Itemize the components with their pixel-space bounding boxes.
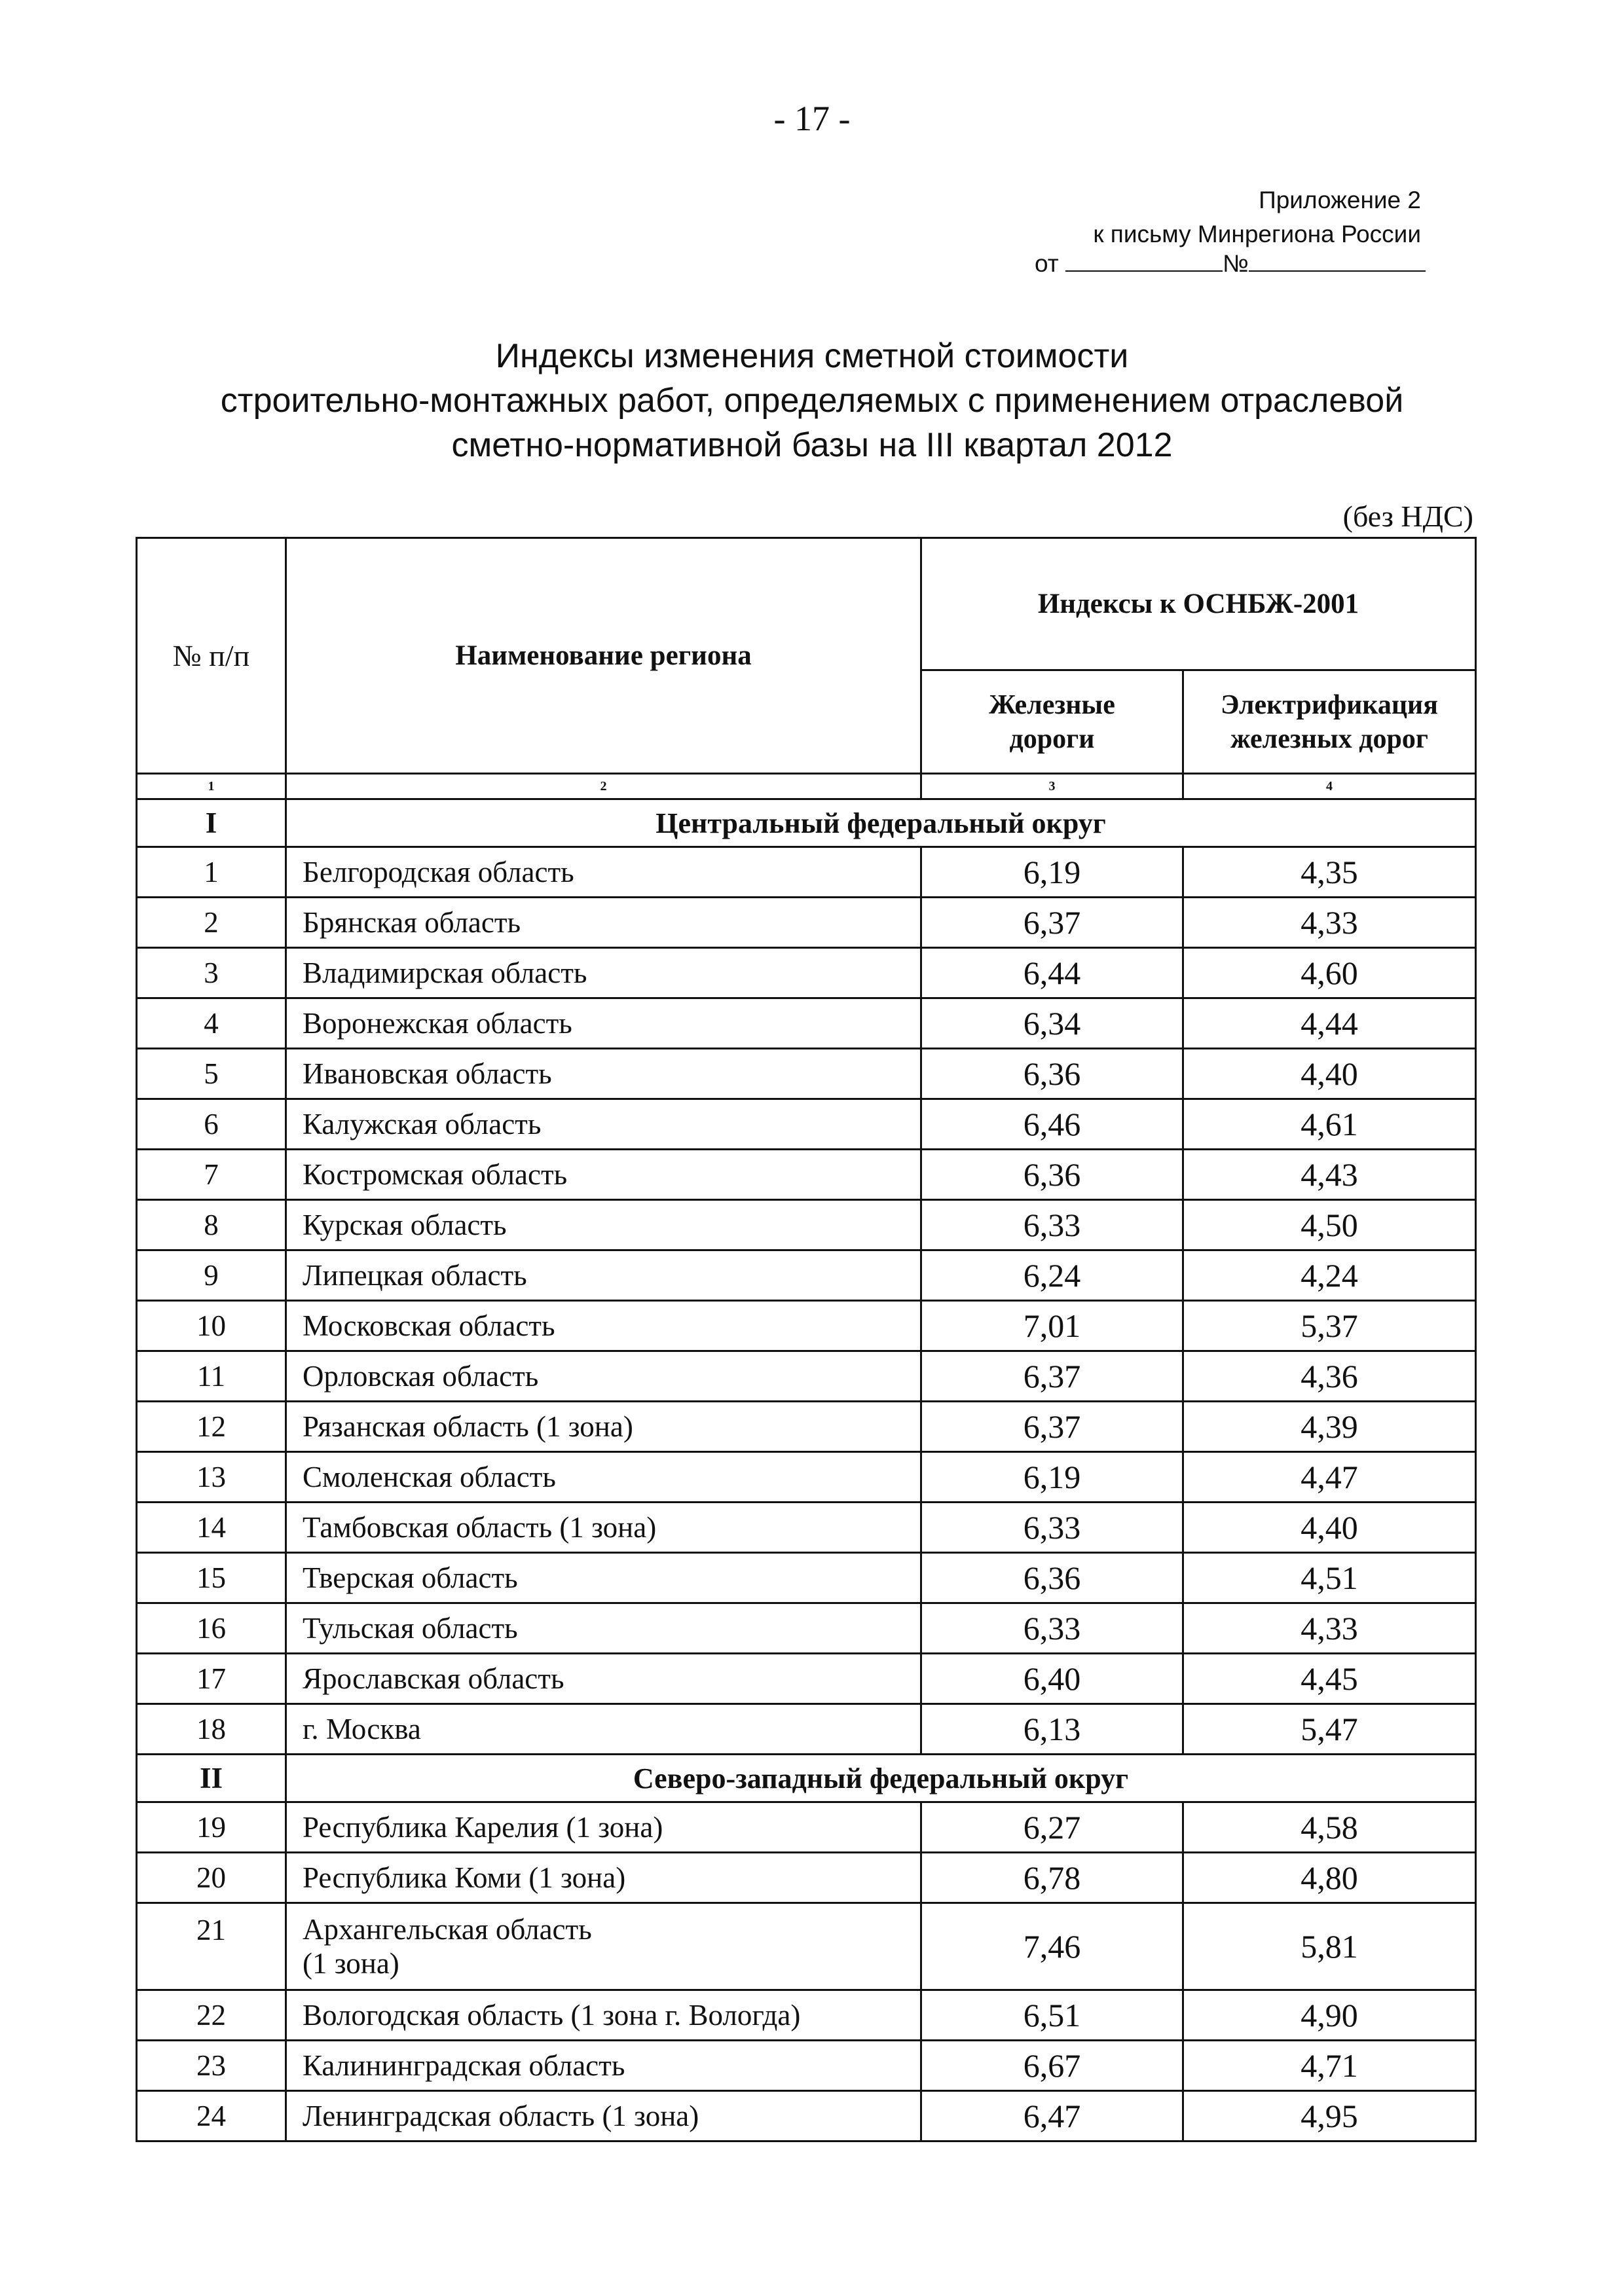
table-row [137,2041,1476,2091]
table-row [137,2091,1476,2141]
number-blank [1249,251,1426,272]
district-name: Северо-западный федеральный округ [286,1755,1476,1802]
row-number: 4 [137,998,286,1049]
region-name [286,1853,921,1903]
region-name-text: Тульская область [303,1612,518,1645]
region-name-text: Калининградская область [303,2049,625,2082]
region-name [286,1301,921,1351]
electrification-index: 5,81 [1183,1903,1476,1990]
document-title [151,334,1473,467]
district-row [137,799,1476,847]
electrification-index: 4,45 [1183,1654,1476,1704]
electrification-index: 4,35 [1183,847,1476,898]
from-label: от [1035,250,1059,277]
table-row [137,1553,1476,1603]
table-row [137,1351,1476,1402]
region-name-text: Курская область [303,1209,507,1241]
region-name-text: Костромская область [303,1158,568,1191]
electrification-index: 4,50 [1183,1200,1476,1250]
region-name [286,898,921,948]
row-number: 9 [137,1250,286,1301]
table-row [137,1704,1476,1755]
row-number: 16 [137,1603,286,1654]
electrification-index: 4,44 [1183,998,1476,1049]
railways-index: 6,44 [921,948,1183,998]
region-name-text: г. Москва [303,1713,421,1745]
region-name [286,948,921,998]
region-name-text: Орловская область [303,1360,539,1393]
electrification-index: 4,51 [1183,1553,1476,1603]
header-railways-line-2: дороги [1009,723,1095,754]
title-line-1: Индексы изменения сметной стоимости [495,337,1129,375]
appendix-title: Приложение 2 [1259,187,1421,213]
header-railways-line-1: Железные [989,689,1115,720]
table-body [137,799,1476,2141]
table-row [137,1603,1476,1654]
appendix-letter-ref: к письму Минрегиона России [1093,221,1421,247]
table-row [137,1049,1476,1099]
row-number: 1 [137,847,286,898]
row-number: 3 [137,948,286,998]
electrification-index: 4,24 [1183,1250,1476,1301]
region-name [286,1903,921,1990]
region-name-text: Ярославская область [303,1662,564,1695]
table-row [137,1654,1476,1704]
railways-index: 6,33 [921,1503,1183,1553]
row-number: 8 [137,1200,286,1250]
electrification-index: 4,90 [1183,1990,1476,2041]
table-row [137,948,1476,998]
header-region: Наименование региона [286,538,921,774]
railways-index: 6,46 [921,1099,1183,1150]
region-name [286,1150,921,1200]
column-number: 3 [921,774,1183,799]
index-table [136,537,1477,2142]
table-row [137,1150,1476,1200]
region-name [286,1654,921,1704]
row-number: 19 [137,1802,286,1853]
region-name [286,2041,921,2091]
electrification-index: 4,43 [1183,1150,1476,1200]
region-name-text: Калужская область [303,1108,542,1140]
column-number: 2 [286,774,921,799]
railways-index: 6,24 [921,1250,1183,1301]
region-name-text: Воронежская область [303,1007,572,1040]
row-number: 15 [137,1553,286,1603]
region-name [286,1402,921,1452]
region-name [286,1049,921,1099]
region-name-text: Смоленская область [303,1461,556,1493]
row-number: 21 [137,1903,286,1990]
row-number: 14 [137,1503,286,1553]
railways-index: 7,01 [921,1301,1183,1351]
district-number: I [137,799,286,847]
electrification-index: 4,33 [1183,898,1476,948]
row-number: 12 [137,1402,286,1452]
region-name-text: Республика Карелия (1 зона) [303,1811,663,1844]
region-name [286,1990,921,2041]
region-name [286,1351,921,1402]
header-indices-group: Индексы к ОСНБЖ-2001 [921,538,1476,670]
region-name-text: Рязанская область (1 зона) [303,1410,633,1443]
header-electrification-line-2: железных дорог [1230,723,1428,754]
region-name-text: Московская область [303,1309,555,1342]
railways-index: 6,33 [921,1603,1183,1654]
number-label: № [1223,250,1249,277]
electrification-index: 4,47 [1183,1452,1476,1503]
region-name [286,1099,921,1150]
region-name-text: Липецкая область [303,1259,527,1292]
railways-index: 6,34 [921,998,1183,1049]
railways-index: 6,78 [921,1853,1183,1903]
electrification-index: 4,58 [1183,1802,1476,1853]
railways-index: 6,37 [921,898,1183,948]
railways-index: 6,67 [921,2041,1183,2091]
title-line-2: строительно-монтажных работ, определяемых с применением отраслевой [220,382,1404,420]
title-line-3: сметно-нормативной базы на III квартал 2012 [451,426,1173,464]
column-number: 4 [1183,774,1476,799]
row-number: 22 [137,1990,286,2041]
electrification-index: 4,36 [1183,1351,1476,1402]
region-name-text: Ленинградская область (1 зона) [303,2100,699,2132]
region-name-text: Вологодская область (1 зона г. Вологда) [303,1999,801,2032]
region-name [286,2091,921,2141]
table-row [137,1452,1476,1503]
electrification-index: 4,33 [1183,1603,1476,1654]
header-number: № п/п [137,538,286,774]
electrification-index: 5,47 [1183,1704,1476,1755]
row-number: 7 [137,1150,286,1200]
table-row [137,847,1476,898]
row-number: 10 [137,1301,286,1351]
region-name-text: Белгородская область [303,856,574,888]
electrification-index: 4,40 [1183,1049,1476,1099]
railways-index: 6,13 [921,1704,1183,1755]
appendix-date-number-line [1035,250,1426,278]
region-name [286,1553,921,1603]
railways-index: 6,36 [921,1150,1183,1200]
region-name-text: Ивановская область [303,1057,552,1090]
electrification-index: 4,39 [1183,1402,1476,1452]
table-row [137,1200,1476,1250]
table-row [137,1990,1476,2041]
region-name-text-line-2: (1 зона) [303,1947,399,1980]
railways-index: 6,36 [921,1553,1183,1603]
electrification-index: 4,60 [1183,948,1476,998]
header-railways [921,670,1183,774]
appendix-header [1015,183,1421,251]
electrification-index: 4,40 [1183,1503,1476,1553]
district-row [137,1755,1476,1802]
railways-index: 6,19 [921,1452,1183,1503]
region-name-text: Тамбовская область (1 зона) [303,1511,657,1544]
region-name [286,1603,921,1654]
row-number: 6 [137,1099,286,1150]
railways-index: 6,33 [921,1200,1183,1250]
region-name-text: Республика Коми (1 зона) [303,1861,626,1894]
column-number: 1 [137,774,286,799]
region-name [286,1704,921,1755]
railways-index: 6,37 [921,1351,1183,1402]
row-number: 5 [137,1049,286,1099]
railways-index: 6,19 [921,847,1183,898]
row-number: 17 [137,1654,286,1704]
region-name [286,1200,921,1250]
header-electrification [1183,670,1476,774]
row-number: 11 [137,1351,286,1402]
region-name [286,1250,921,1301]
railways-index: 6,40 [921,1654,1183,1704]
row-number: 13 [137,1452,286,1503]
table-row [137,1503,1476,1553]
railways-index: 6,47 [921,2091,1183,2141]
region-name [286,1452,921,1503]
row-number: 24 [137,2091,286,2141]
row-number: 18 [137,1704,286,1755]
district-name: Центральный федеральный округ [286,799,1476,847]
railways-index: 6,37 [921,1402,1183,1452]
electrification-index: 5,37 [1183,1301,1476,1351]
electrification-index: 4,61 [1183,1099,1476,1150]
railways-index: 6,51 [921,1990,1183,2041]
region-name [286,1802,921,1853]
railways-index: 6,27 [921,1802,1183,1853]
table-row [137,1903,1476,1990]
region-name [286,998,921,1049]
table-row [137,898,1476,948]
railways-index: 6,36 [921,1049,1183,1099]
table-row [137,1250,1476,1301]
region-name-text: Тверская область [303,1561,518,1594]
date-blank [1065,251,1223,272]
row-number: 23 [137,2041,286,2091]
header-electrification-line-1: Электрификация [1221,689,1438,720]
page-number: - 17 - [773,99,851,138]
electrification-index: 4,71 [1183,2041,1476,2091]
table-header [137,538,1476,799]
row-number: 20 [137,1853,286,1903]
district-number: II [137,1755,286,1802]
region-name-text: Брянская область [303,906,521,939]
vat-note: (без НДС) [1342,500,1473,533]
table-row [137,1099,1476,1150]
table-row [137,998,1476,1049]
region-name [286,847,921,898]
region-name [286,1503,921,1553]
table-row [137,1853,1476,1903]
table-row [137,1301,1476,1351]
electrification-index: 4,95 [1183,2091,1476,2141]
column-number-row [137,774,1476,799]
table-row [137,1802,1476,1853]
railways-index: 7,46 [921,1903,1183,1990]
electrification-index: 4,80 [1183,1853,1476,1903]
region-name-text: Владимирская область [303,957,587,989]
row-number: 2 [137,898,286,948]
table-row [137,1402,1476,1452]
region-name-text: Архангельская область [303,1913,592,1946]
